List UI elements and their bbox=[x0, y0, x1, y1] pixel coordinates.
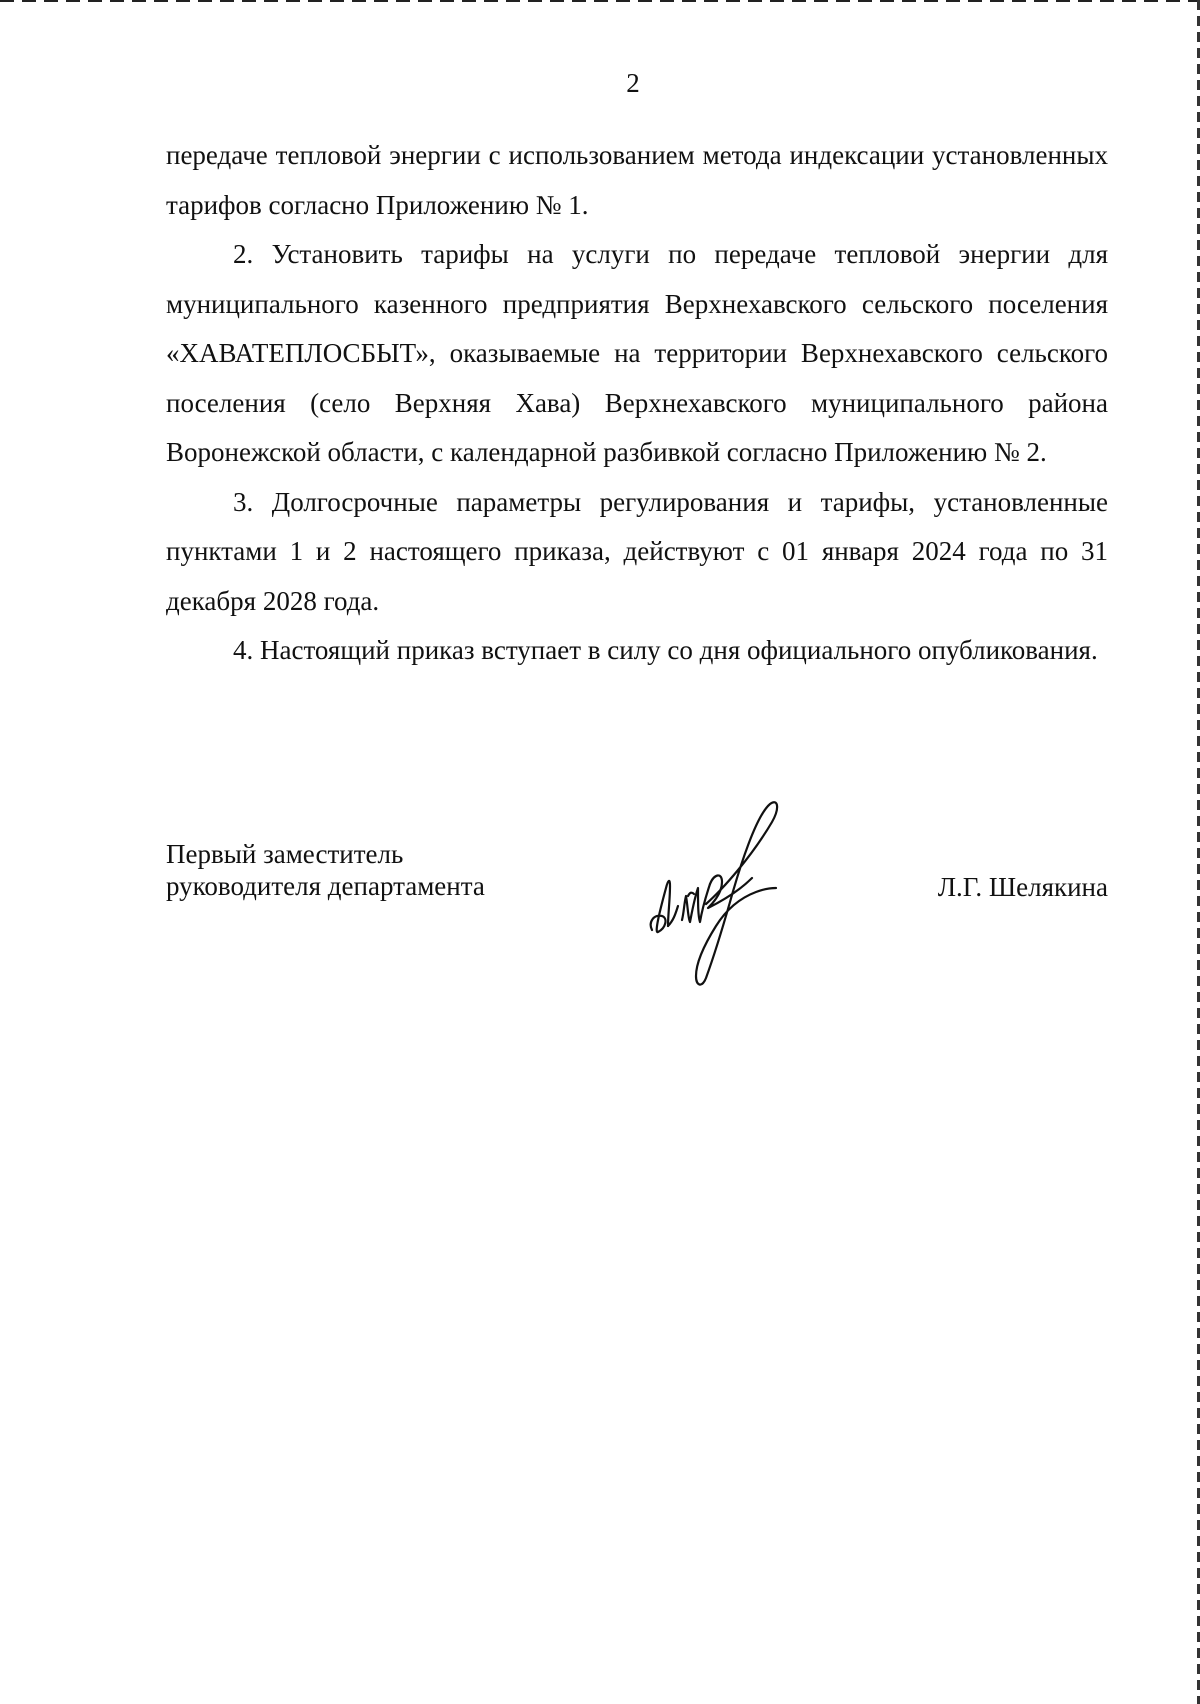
signer-title-line-1: Первый заместитель bbox=[166, 839, 404, 869]
paragraph-continuation: передаче тепловой энергии с использованием метода индексации установленных тарифов согласно Приложению № 1. bbox=[166, 140, 1108, 220]
page-number: 2 bbox=[626, 68, 640, 98]
signer-name: Л.Г. Шелякина bbox=[937, 872, 1108, 902]
paragraph-item-3: 3. Долгосрочные параметры регулирования и тарифы, установленные пунктами 1 и 2 настоящего приказа, действуют с 01 января 2024 года по 31 декабря 2028 года. bbox=[166, 486, 1108, 616]
paragraph-item-2: 2. Установить тарифы на услуги по передаче тепловой энергии для муниципального казенного предприятия Верхнехавского сельского поселения «ХАВАТЕПЛОСБЫТ», оказываемые на территории Верхнехавского сельского поселения (село Верхняя Хава) Верхнехавского муниципального района Воронежской области, с календарной разбивкой согласно Приложению № 2. bbox=[166, 239, 1108, 467]
signer-title bbox=[166, 838, 485, 902]
scan-edge-top bbox=[0, 0, 1200, 2]
paragraph-item-4: 4. Настоящий приказ вступает в силу со дня официального опубликования. bbox=[233, 635, 1098, 665]
document-body bbox=[166, 131, 1108, 676]
signer-title-line-2: руководителя департамента bbox=[166, 871, 485, 901]
handwritten-signature bbox=[644, 792, 814, 992]
signature-block bbox=[166, 838, 1108, 998]
